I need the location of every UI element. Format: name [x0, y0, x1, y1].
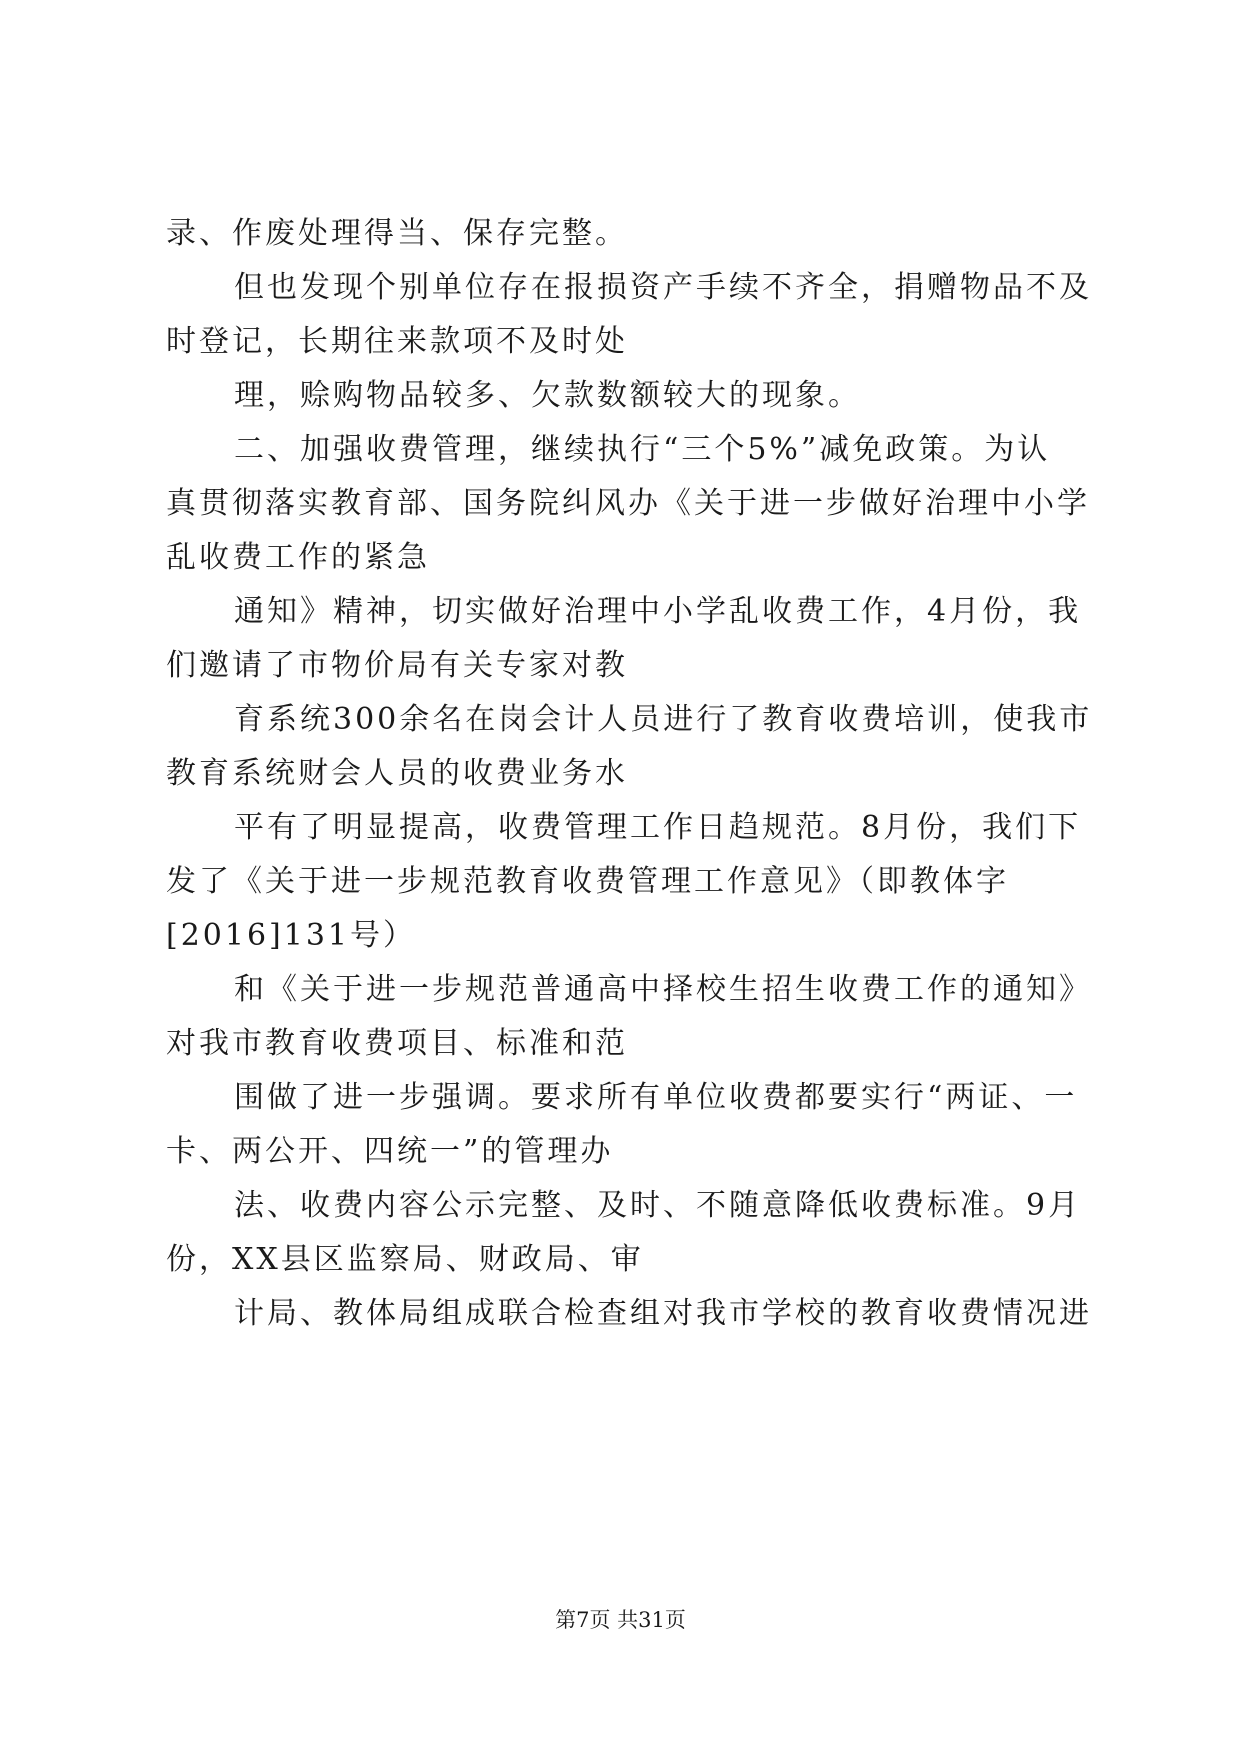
text-line: 们邀请了市物价局有关专家对教 [166, 648, 628, 683]
text-line: 育系统300余名在岗会计人员进行了教育收费培训，使我市 [234, 702, 1093, 737]
text-line: 真贯彻落实教育部、国务院纠风办《关于进一步做好治理中小学 [166, 486, 1090, 521]
text-line: 围做了进一步强调。要求所有单位收费都要实行“两证、一 [234, 1080, 1078, 1115]
text-line: 卡、两公开、四统一”的管理办 [166, 1134, 614, 1169]
text-line: 但也发现个别单位存在报损资产手续不齐全，捐赠物品不及 [234, 270, 1092, 305]
text-line: 二、加强收费管理，继续执行“三个5%”减免政策。为认 [234, 432, 1051, 467]
text-line: 理，赊购物品较多、欠款数额较大的现象。 [234, 378, 861, 413]
text-line: 法、收费内容公示完整、及时、不随意降低收费标准。9月 [234, 1188, 1082, 1223]
text-line: 发了《关于进一步规范教育收费管理工作意见》（即教体字 [166, 864, 1009, 899]
text-line: 时登记，长期往来款项不及时处 [166, 324, 628, 359]
text-line: 录、作废处理得当、保存完整。 [166, 216, 628, 251]
text-line: 教育系统财会人员的收费业务水 [166, 756, 628, 791]
text-line: 平有了明显提高，收费管理工作日趋规范。8月份，我们下 [234, 810, 1082, 845]
text-line: 份，XX县区监察局、财政局、审 [166, 1242, 644, 1277]
text-line: 通知》精神，切实做好治理中小学乱收费工作，4月份，我 [234, 594, 1082, 629]
text-line: 乱收费工作的紧急 [166, 540, 430, 575]
text-line: 对我市教育收费项目、标准和范 [166, 1026, 628, 1061]
page-number-footer: 第7页 共31页 [555, 1608, 686, 1632]
text-line: 计局、教体局组成联合检查组对我市学校的教育收费情况进 [234, 1296, 1092, 1331]
text-line: [2016]131号） [166, 918, 417, 953]
text-line: 和《关于进一步规范普通高中择校生招生收费工作的通知》 [234, 972, 1092, 1007]
